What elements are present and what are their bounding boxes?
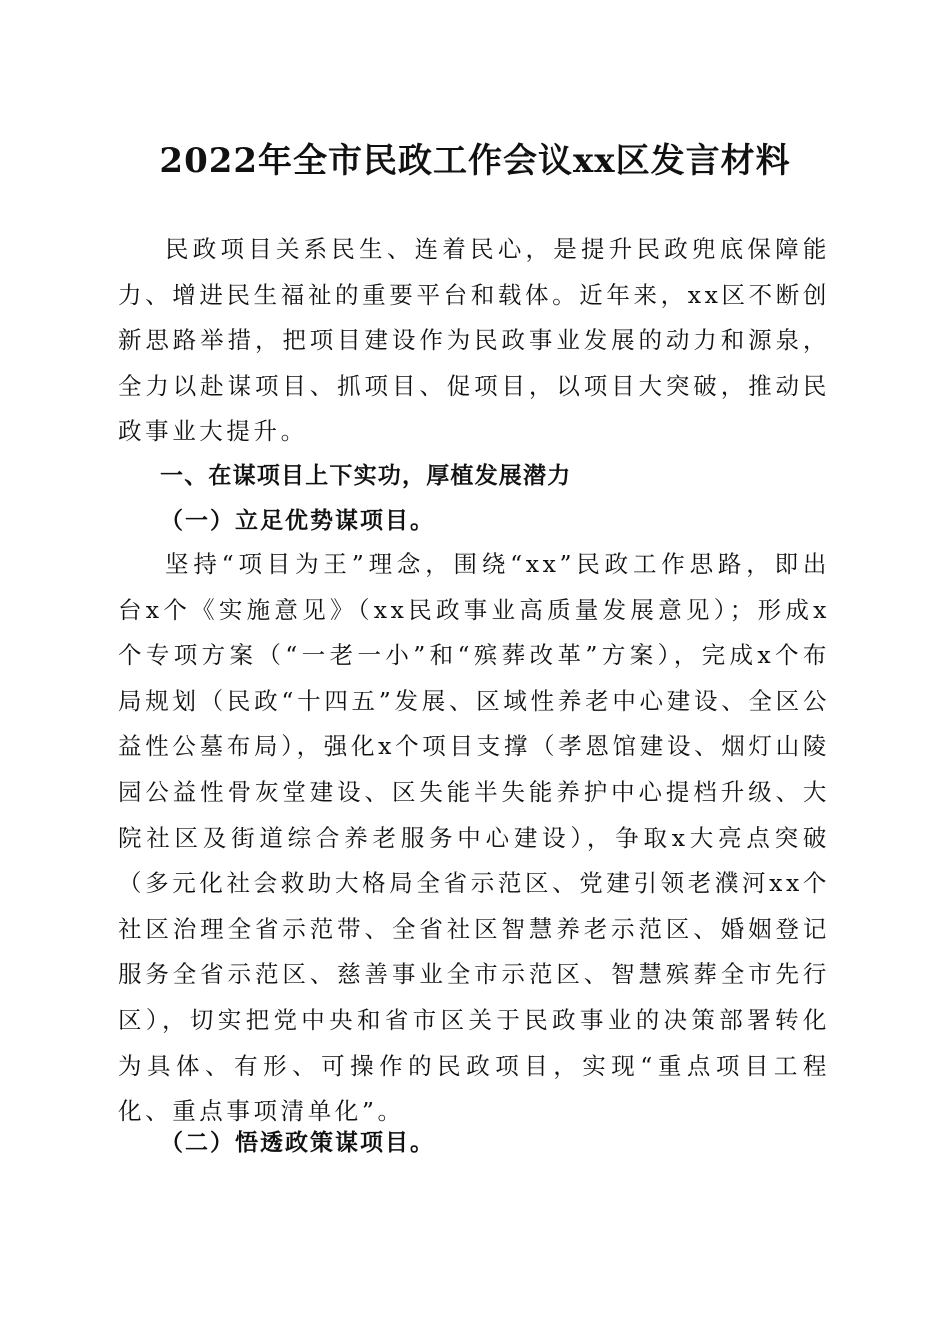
intro-paragraph: 民政项目关系民生、连着民心，是提升民政兜底保障能力、增进民生福祉的重要平台和载体。近年来，xx区不断创新思路举措，把项目建设作为民政事业发展的动力和源泉，全力以赴谋项目、抓项目、促项目，以项目大突破，推动民政事业大提升。 [118,235,830,446]
subsection-1-paragraph: 坚持“项目为王”理念，围绕“xx”民政工作思路，即出台x个《实施意见》（xx民政事业高质量发展意见）；形成x个专项方案（“一老一小”和“殡葬改革”方案），完成x个布局规划（民政“十四五”发展、区域性养老中心建设、全区公益性公墓布局），强化x个项目支撑（孝恩馆建设、烟灯山陵园公益性骨灰堂建设、区失能半失能养护中心提档升级、大院社区及街道综合养老服务中心建设），争取x大亮点突破（多元化社会救助大格局全省示范区、党建引领老濮河xx个社区治理全省示范带、全省社区智慧养老示范区、婚姻登记服务全省示范区、慈善事业全市示范区、智慧殡葬全市先行区），切实把党中央和省市区关于民政事业的决策部署转化为具体、有形、可操作的民政项目，实现“重点项目工程化、重点事项清单化”。 [118,550,830,1126]
section-heading-1: 一、在谋项目上下实功，厚植发展潜力 [160,463,572,489]
subsection-heading-1: （一）立足优势谋项目。 [160,507,435,534]
document-title: 2022年全市民政工作会议xx区发言材料 [159,141,791,181]
subsection-heading-2: （二）悟透政策谋项目。 [160,1129,435,1156]
